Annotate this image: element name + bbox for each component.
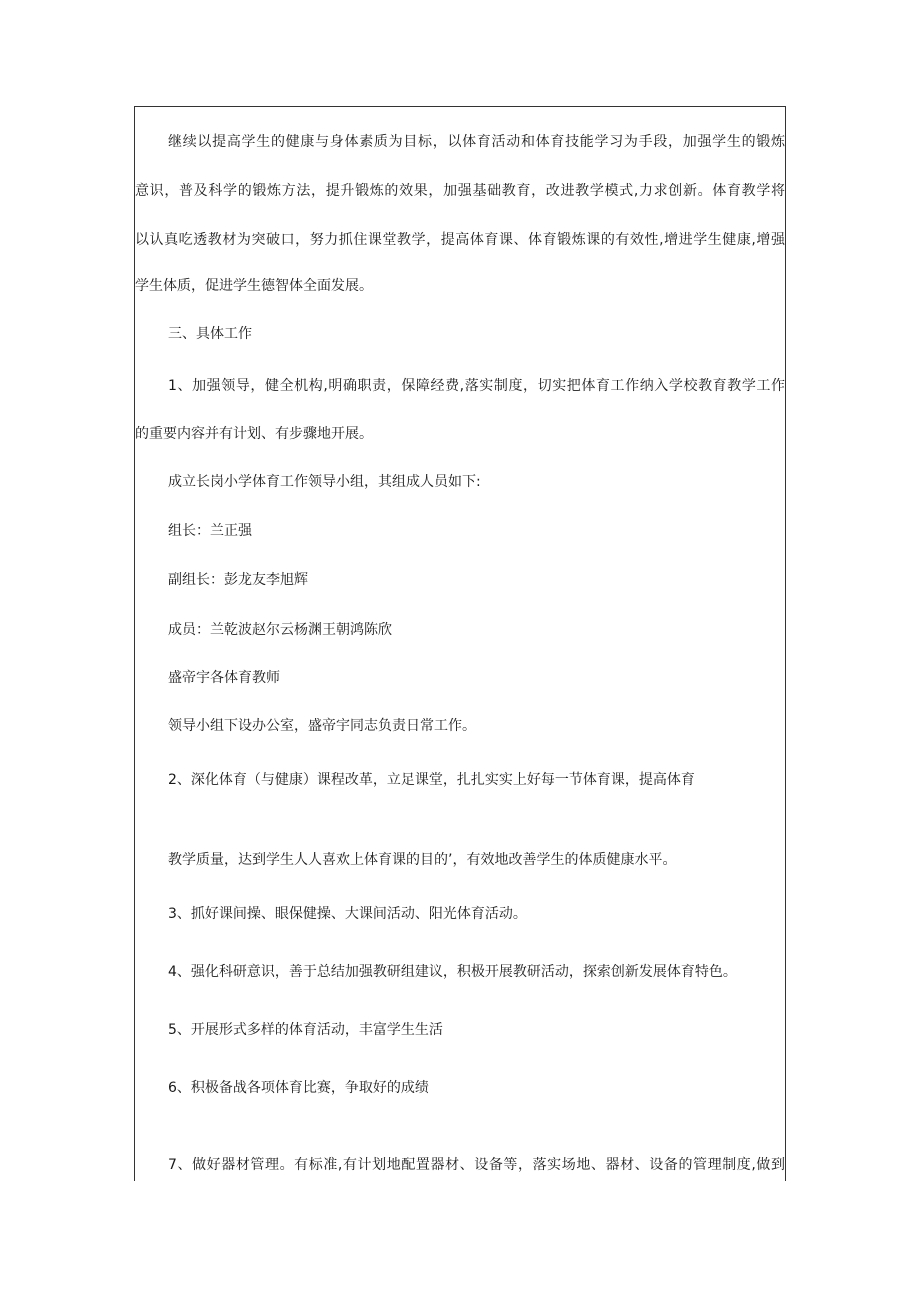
item7: 7、做好器材管理。有标准,有计划地配置器材、设备等，落实场地、器材、设备的管理制度,做到 xyxy=(168,1157,785,1173)
group-members-cont: 盛帝宇各体育教师 xyxy=(168,670,280,686)
item6: 6、积极备战各项体育比赛，争取好的成绩 xyxy=(168,1080,429,1096)
group-leader: 组长：兰正强 xyxy=(168,523,252,539)
section-heading: 三、具体工作 xyxy=(168,326,252,342)
intro-line-4: 学生体质，促进学生德智体全面发展。 xyxy=(135,278,373,294)
item2-line-2: 教学质量，达到学生人人喜欢上体育课的目的’，有效地改善学生的体质健康水平。 xyxy=(168,852,677,868)
group-members: 成员：兰乾波赵尔云杨渊王朝鸿陈欣 xyxy=(168,622,392,638)
intro-line-3: 以认真吃透教材为突破口，努力抓住课堂教学，提高体育课、体育锻炼课的有效性,增进学生健康,增强 xyxy=(135,232,785,248)
item2-line-1: 2、深化体育（与健康）课程改革，立足课堂，扎扎实实上好每一节体育课，提高体育 xyxy=(168,772,695,788)
office-note: 领导小组下设办公室，盛帝宇同志负责日常工作。 xyxy=(168,718,476,734)
intro-line-2: 意识，普及科学的锻炼方法，提升锻炼的效果，加强基础教育，改进教学模式,力求创新。体育教学将 xyxy=(135,183,785,199)
item1-line-2: 的重要内容并有计划、有步骤地开展。 xyxy=(135,426,373,442)
group-intro: 成立长岗小学体育工作领导小组，其组成人员如下: xyxy=(168,474,481,490)
item4: 4、强化科研意识，善于总结加强教研组建议，积极开展教研活动，探索创新发展体育特色。 xyxy=(168,964,737,980)
item5: 5、开展形式多样的体育活动，丰富学生生活 xyxy=(168,1022,443,1038)
item3: 3、抓好课间操、眼保健操、大课间活动、阳光体育活动。 xyxy=(168,906,527,922)
item1-line-1: 1、加强领导，健全机构,明确职责，保障经费,落实制度，切实把体育工作纳入学校教育教学工作 xyxy=(168,378,785,394)
intro-line-1: 继续以提高学生的健康与身体素质为目标，以体育活动和体育技能学习为手段，加强学生的锻炼 xyxy=(168,134,785,150)
group-deputy-leader: 副组长：彭龙友李旭辉 xyxy=(168,572,308,588)
